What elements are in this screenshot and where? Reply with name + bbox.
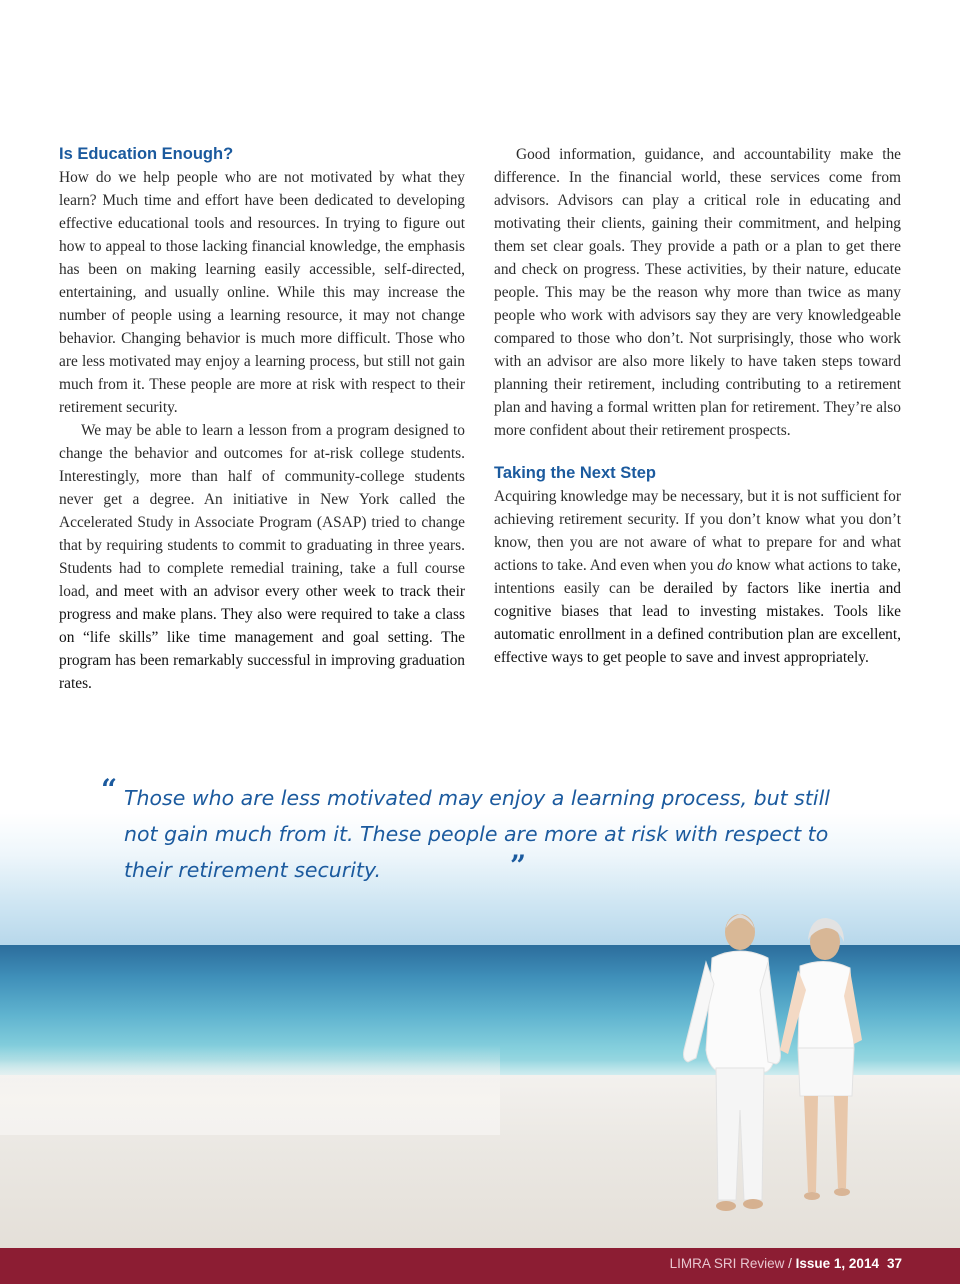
- section-heading-education: Is Education Enough?: [59, 145, 234, 163]
- right-column: [494, 143, 901, 669]
- issue-label: Issue 1, 2014: [795, 1256, 879, 1271]
- man-figure: [684, 914, 781, 1211]
- right-paragraph-2: [494, 485, 901, 669]
- left-paragraph-1: How do we help people who are not motivated by what they learn? Much time and effort have been dedicated to developing effective educational tools and resources. In trying to figure out how to appeal to those lacking financial knowledge, the emphasis has been on making learning easily accessible, self-directed, entertaining, and usually online. While this may increase the number of people using a learning resource, it may not change behavior. Changing behavior is much more difficult. Those who are less motivated may enjoy a learning process, but still not gain much from it. These people are more at risk with respect to their retirement security.: [59, 169, 465, 416]
- right-paragraph-2-end: derailed by factors like inertia and cognitive biases that lead to investing mistakes. Tools like automatic enrollment in a defined contribution plan are excellent, effective ways to get people to save and invest appropriately.: [494, 580, 901, 666]
- left-column: [59, 143, 465, 695]
- right-paragraph-2-mid: know what actions to take, intentions easily can be: [494, 557, 901, 597]
- couple-walking-illustration: [640, 900, 900, 1230]
- footer-separator: /: [784, 1256, 796, 1271]
- footer-credit: [670, 1256, 902, 1271]
- page-number: 37: [886, 1256, 902, 1271]
- footer-band: [0, 1248, 960, 1284]
- publication-name: LIMRA SRI Review: [669, 1256, 785, 1271]
- section-heading-next-step: Taking the Next Step: [494, 464, 656, 482]
- left-paragraph-2-text: We may be able to learn a lesson from a program designed to change the behavior and outcomes for at-risk college students. Interestingly, more than half of community-college students never get a degree. An initiative in New York called the Accelerated Study in Associate Program (ASAP) tried to change that by requiring students to commit to graduating in three years. Students had to complete remedial training, take a full course load,: [59, 422, 465, 600]
- woman-figure: [780, 918, 862, 1200]
- right-paragraph-1: Good information, guidance, and accountability make the difference. In the financial world, these services come from advisors. Advisors can play a critical role in educating and motivating their clients, gaining their commitment, and helping them set clear goals. They provide a path or a plan to get there and check on progress. These activities, by their nature, educate people. This may be the reason why more than twice as many people who work with advisors say they are very knowledgeable compared to those who don’t. Not surprisingly, those who work with an advisor are also more likely to have taken steps toward planning their retirement, including contributing to a retirement plan and having a formal written plan for retirement. They’re also more confident about their retirement prospects.: [494, 146, 901, 439]
- closing-quote-mark: ”: [510, 849, 527, 882]
- left-paragraph-2-continued: and meet with an advisor every other week to track their progress and make plans. They also were required to take a class on “life skills” like time management and goal setting. The program has been remarkably successful in improving graduation rates.: [59, 583, 465, 692]
- left-paragraph-2: [59, 419, 465, 695]
- emphasis-do: do: [717, 557, 733, 574]
- opening-quote-mark: “: [101, 773, 118, 806]
- sand-strip: [0, 1045, 500, 1135]
- pull-quote: Those who are less motivated may enjoy a learning process, but still not gain much from it. These people are more at risk with respect to their retirement security.: [124, 786, 830, 882]
- right-paragraph-2-start: Acquiring knowledge may be necessary, but it is not sufficient for achieving retirement security. If you don’t know what you don’t know, then you are not aware of what to prepare for and what actions to take. And even when you: [494, 488, 901, 574]
